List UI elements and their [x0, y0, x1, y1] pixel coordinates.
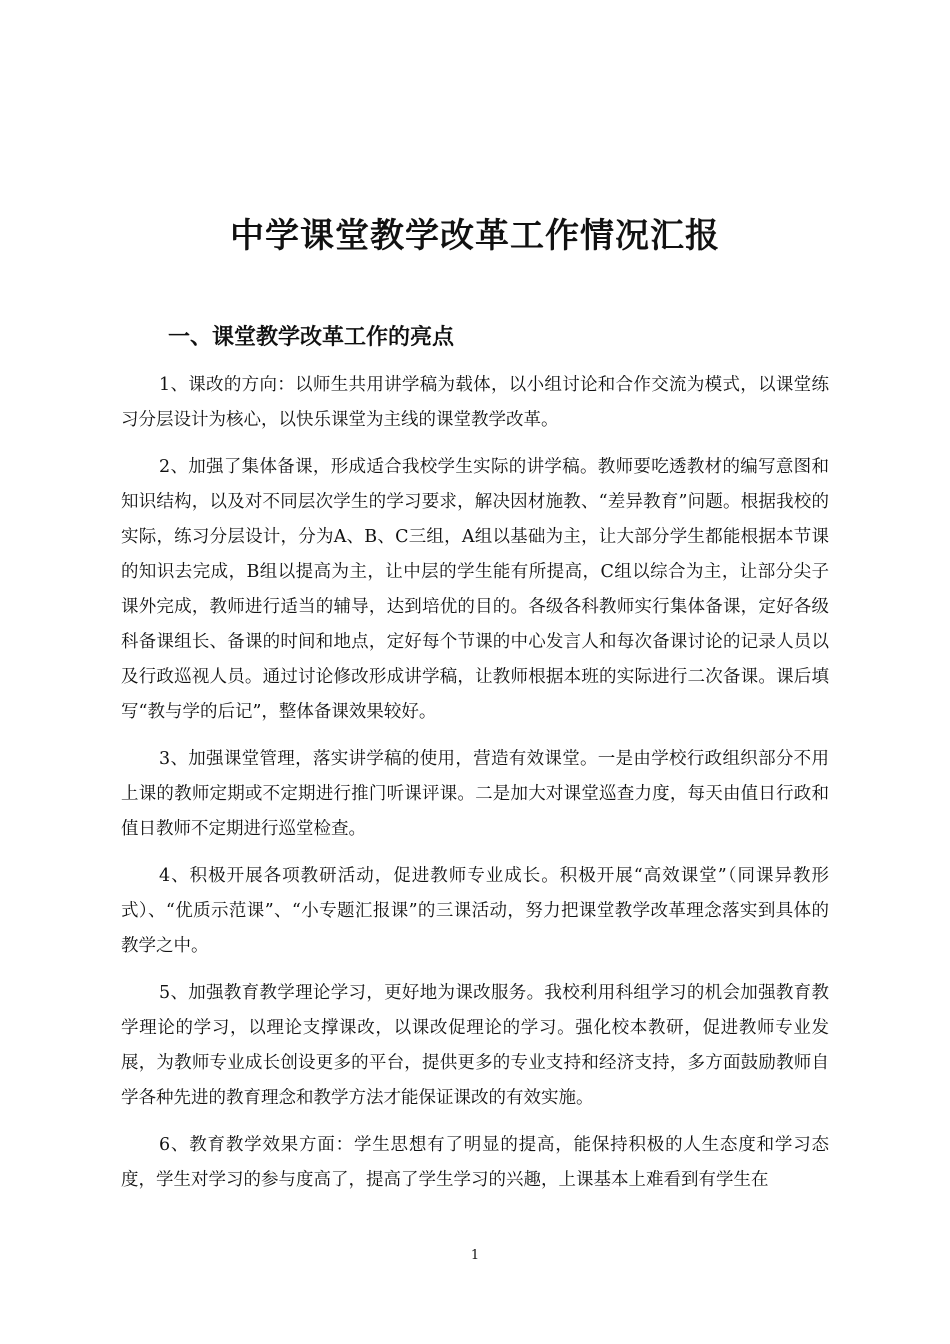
paragraph-1: 1、课改的方向：以师生共用讲学稿为载体，以小组讨论和合作交流为模式，以课堂练习分层设计为核心，以快乐课堂为主线的课堂教学改革。: [121, 375, 829, 430]
document-body: [121, 368, 829, 1210]
paragraph-3: 3、加强课堂管理，落实讲学稿的使用，营造有效课堂。一是由学校行政组织部分不用上课的教师定期或不定期进行推门听课评课。二是加大对课堂巡查力度，每天由值日行政和值日教师不定期进行巡堂检查。: [121, 749, 829, 839]
paragraph-6: 6、教育教学效果方面：学生思想有了明显的提高，能保持积极的人生态度和学习态度，学生对学习的参与度高了，提高了学生学习的兴趣，上课基本上难看到有学生在: [121, 1135, 829, 1190]
document-title: 中学课堂教学改革工作情况汇报: [230, 216, 720, 256]
page-number: 1: [470, 1248, 480, 1263]
paragraph-4: 4、积极开展各项教研活动，促进教师专业成长。积极开展“高效课堂”（同课异教形式）、“优质示范课”、“小专题汇报课”的三课活动，努力把课堂教学改革理念落实到具体的教学之中。: [121, 866, 829, 956]
paragraph-5: 5、加强教育教学理论学习，更好地为课改服务。我校利用科组学习的机会加强教育教学理论的学习，以理论支撑课改，以课改促理论的学习。强化校本教研，促进教师专业发展，为教师专业成长创设更多的平台，提供更多的专业支持和经济支持，多方面鼓励教师自学各种先进的教育理念和教学方法才能保证课改的有效实施。: [121, 983, 829, 1108]
paragraph-2: 2、加强了集体备课，形成适合我校学生实际的讲学稿。教师要吃透教材的编写意图和知识结构，以及对不同层次学生的学习要求，解决因材施教、“差异教育”问题。根据我校的实际，练习分层设计，分为A、B、C三组，A组以基础为主，让大部分学生都能根据本节课的知识去完成，B组以提高为主，让中层的学生能有所提高，C组以综合为主，让部分尖子课外完成，教师进行适当的辅导，达到培优的目的。各级各科教师实行集体备课，定好各级科备课组长、备课的时间和地点，定好每个节课的中心发言人和每次备课讨论的记录人员以及行政巡视人员。通过讨论修改形成讲学稿，让教师根据本班的实际进行二次备课。课后填写“教与学的后记”，整体备课效果较好。: [121, 457, 829, 722]
section-heading: 一、课堂教学改革工作的亮点: [168, 325, 455, 350]
